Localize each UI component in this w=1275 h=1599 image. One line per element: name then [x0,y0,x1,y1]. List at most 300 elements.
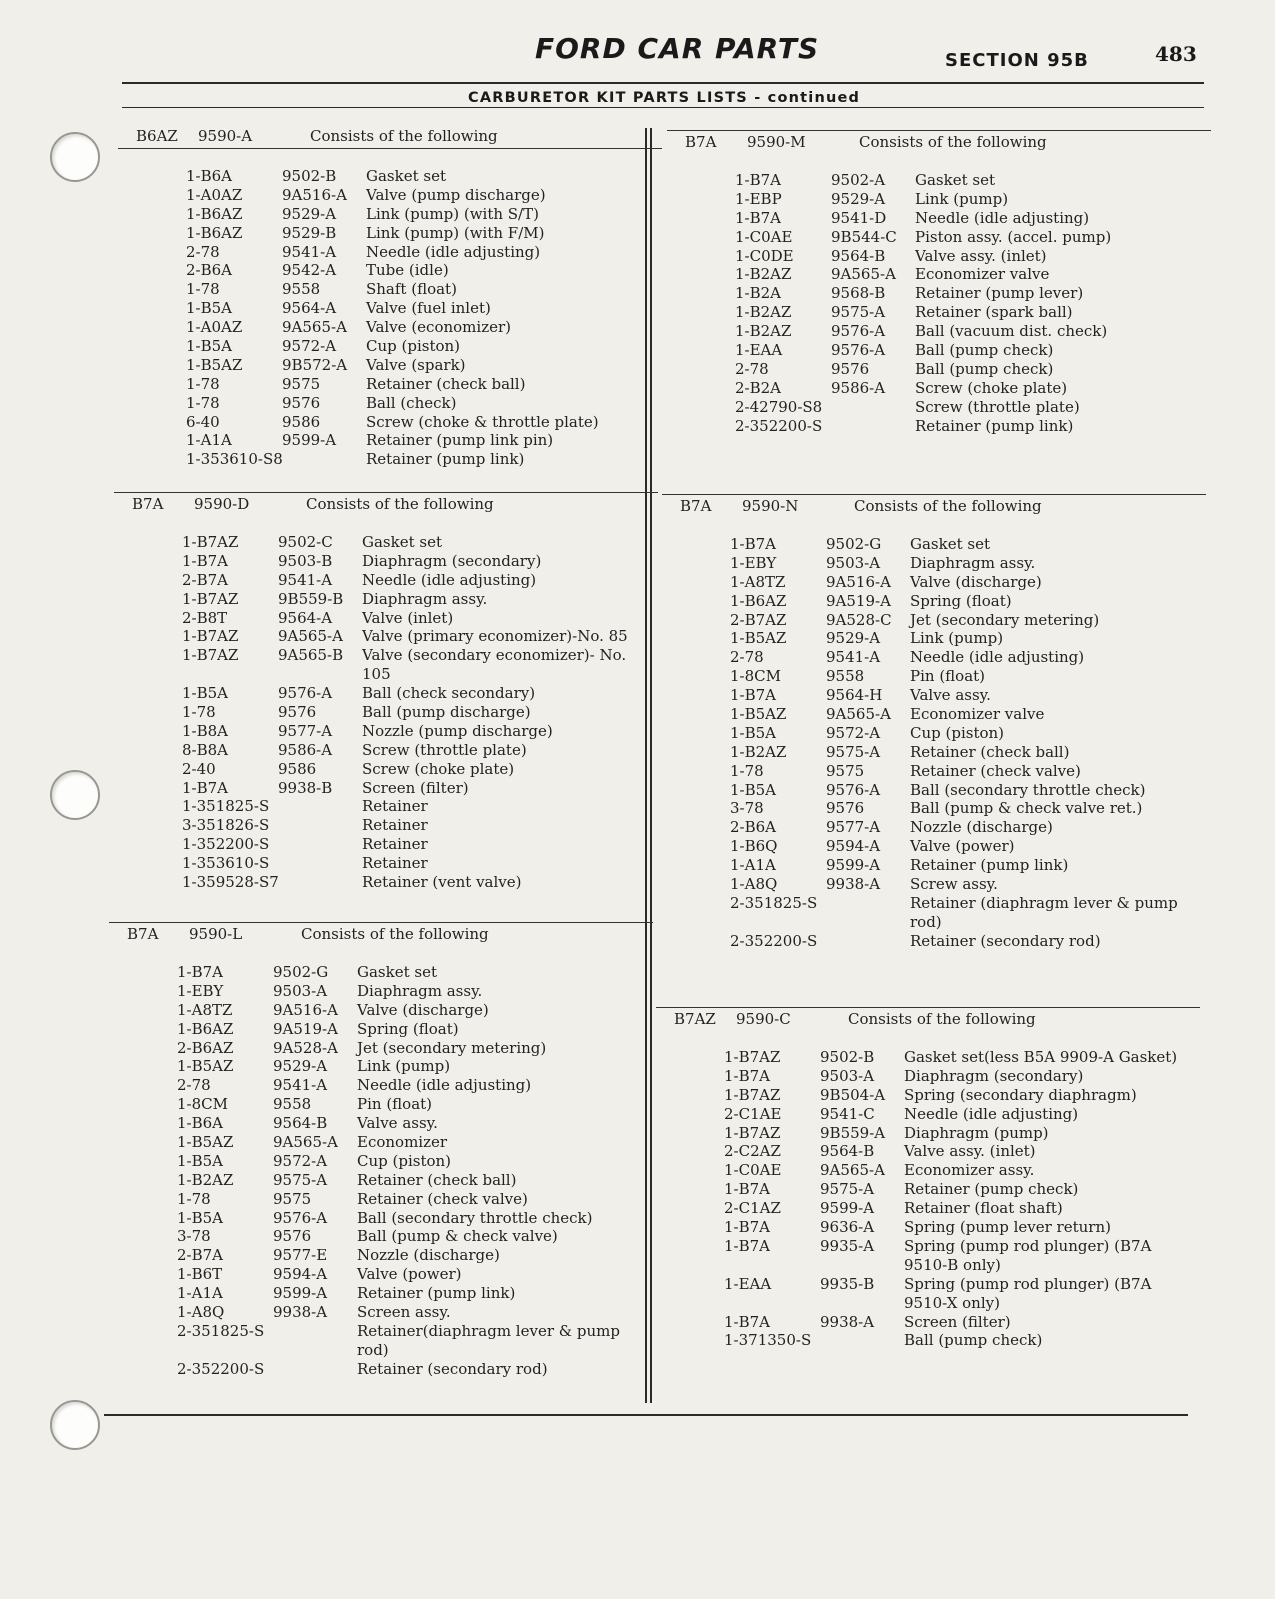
part-row [136,413,656,432]
part-description: Valve assy. [357,1114,438,1133]
part-description: Valve assy. [910,686,991,705]
part-description: Retainer (secondary rod) [910,931,1101,950]
part-row [685,360,1205,379]
part-row [680,837,1200,856]
part-qty: 2-B6A [186,261,233,280]
part-qty: 1-EAA [724,1274,772,1293]
part-qty: 1-B2A [735,284,782,303]
part-number: 9A565-A [282,318,347,337]
kit-b7a-9590-l [127,925,647,1379]
part-qty: 1-352200-S [182,835,270,854]
part-description: Valve (economizer) [366,318,511,337]
part-number: 9503-A [826,553,881,572]
part-number: 9576-A [831,341,886,360]
part-row [680,762,1200,781]
part-description: Link (pump) [357,1057,451,1076]
part-row [136,318,656,337]
part-row [680,592,1200,611]
part-number: 9576-A [278,684,333,703]
part-number: 9A565-A [278,627,343,646]
kit-label: Consists of the following [310,127,498,145]
part-qty: 1-B6A [177,1114,224,1133]
part-number: 9599-A [826,856,881,875]
part-qty: 3-78 [730,799,764,818]
part-description: Ball (vacuum dist. check) [915,322,1108,341]
part-description: Diaphragm (pump) [904,1123,1049,1142]
part-row [127,1095,647,1114]
part-number: 9529-A [273,1057,328,1076]
part-row [674,1313,1194,1332]
part-row [674,1275,1194,1313]
part-row [127,1322,647,1360]
part-description: Retainer (float shaft) [904,1199,1063,1218]
part-number: 9586 [282,412,321,431]
kit-number: 9590-L [189,925,243,943]
part-row [132,703,652,722]
part-qty: 1-B7A [724,1066,771,1085]
page-subtitle: CARBURETOR KIT PARTS LISTS - continued [468,90,861,106]
part-number: 9576 [273,1227,312,1246]
part-number: 9575-A [826,742,881,761]
part-number: 9576 [826,799,865,818]
part-row [132,684,652,703]
part-number: 9572-A [282,337,337,356]
kit-top-rule [109,922,653,923]
part-number: 9541-A [826,648,881,667]
part-description: Spring (float) [910,591,1012,610]
part-qty: 1-B7AZ [182,627,239,646]
part-qty: 1-B2AZ [730,742,787,761]
kit-label: Consists of the following [306,495,494,513]
part-description: Valve assy. (inlet) [915,246,1047,265]
part-description: Nozzle (discharge) [910,818,1053,837]
part-number: 9594-A [273,1265,328,1284]
part-qty: 1-A1A [730,856,776,875]
part-description: Valve (spark) [366,355,466,374]
kit-items [674,1048,1194,1350]
part-description: Needle (idle adjusting) [366,242,541,261]
part-number: 9B559-A [820,1123,886,1142]
part-description: Gasket set [366,167,446,185]
part-description: Valve assy. (inlet) [904,1142,1036,1161]
part-qty: 2-78 [735,359,769,378]
part-description: Spring (pump rod plunger) (B7A 9510-X only) [904,1274,1152,1312]
part-description: Retainer (secondary rod) [357,1359,548,1378]
part-number: 9564-B [820,1142,875,1161]
part-row [127,1020,647,1039]
part-qty: 1-C0AE [724,1161,782,1180]
part-number: 9A565-A [273,1133,338,1152]
part-row [136,224,656,243]
part-qty: 1-B7AZ [724,1123,781,1142]
part-qty: 2-B6A [730,818,777,837]
part-description: Screw (choke plate) [362,759,515,778]
part-qty: 1-B7AZ [724,1048,781,1066]
footer-rule [104,1414,1188,1416]
part-number: 9A519-A [826,591,891,610]
part-number: 9502-B [282,167,337,185]
part-description: Ball (pump check) [915,341,1054,360]
part-description: Valve (primary economizer)-No. 85 [362,627,628,646]
kit-b7a-9590-n [680,497,1200,951]
part-number: 9586 [278,759,317,778]
part-row [685,247,1205,266]
part-qty: 2-42790-S8 [735,397,823,416]
part-qty: 1-A0AZ [186,185,243,204]
part-qty: 1-78 [177,1189,211,1208]
part-qty: 1-B5AZ [177,1057,234,1076]
part-row [674,1237,1194,1275]
part-description: Ball (pump discharge) [362,703,531,722]
part-row [136,299,656,318]
part-number: 9564-H [826,686,883,705]
part-description: Gasket set [362,533,442,551]
part-row [685,265,1205,284]
part-number: 9541-D [831,208,887,227]
kit-items [680,535,1200,951]
part-qty: 2-352200-S [735,416,823,435]
kit-model: B7A [685,133,717,151]
part-number: 9575-A [273,1170,328,1189]
part-number: 9568-B [831,284,886,303]
part-qty: 1-A1A [186,431,232,450]
part-number: 9B572-A [282,355,348,374]
part-number: 9A565-B [278,646,344,665]
part-row [136,186,656,205]
part-qty: 1-B2AZ [177,1170,234,1189]
part-row [127,1227,647,1246]
part-qty: 1-B7A [735,208,782,227]
header-rule [122,82,1204,84]
part-description: Ball (secondary throttle check) [357,1208,593,1227]
part-qty: 1-78 [186,374,220,393]
part-description: Gasket set [915,171,995,189]
page-number: 483 [1155,42,1197,66]
part-description: Valve (power) [357,1265,462,1284]
part-qty: 1-B6T [177,1265,223,1284]
part-description: Retainer [362,835,428,854]
part-description: Diaphragm (secondary) [362,551,542,570]
part-qty: 1-B7A [730,686,777,705]
kit-model: B7A [127,925,159,943]
part-qty: 1-A8TZ [177,1000,233,1019]
part-row [127,1057,647,1076]
part-row [136,450,656,469]
part-row [127,1284,647,1303]
part-number: 9502-C [278,533,333,551]
part-number: 9A519-A [273,1019,338,1038]
part-description: Screw assy. [910,875,998,894]
part-description: Needle (idle adjusting) [362,570,537,589]
part-row [685,303,1205,322]
part-row [136,356,656,375]
part-description: Link (pump) (with F/M) [366,223,545,242]
part-qty: 1-78 [182,703,216,722]
part-row [685,341,1205,360]
part-number: 9A565-A [831,265,896,284]
part-row [127,1246,647,1265]
part-row [680,818,1200,837]
part-qty: 1-A8Q [730,875,778,894]
part-row [127,1133,647,1152]
part-qty: 2-352200-S [730,931,818,950]
kit-number: 9590-C [736,1010,791,1028]
part-row [680,799,1200,818]
part-row [127,1360,647,1379]
part-row [132,609,652,628]
part-qty: 2-B8T [182,608,228,627]
part-number: 9564-B [273,1114,328,1133]
part-qty: 2-B6AZ [177,1038,234,1057]
part-description: Ball (pump & check valve) [357,1227,558,1246]
part-row [127,1152,647,1171]
part-number: 9938-A [826,875,881,894]
part-number: 9576-A [273,1208,328,1227]
part-row [136,243,656,262]
part-description: Link (pump) [915,189,1009,208]
part-qty: 1-C0AE [735,227,793,246]
part-description: Diaphragm assy. [362,589,488,608]
part-qty: 1-B7A [724,1312,771,1331]
part-row [132,627,652,646]
part-number: 9529-A [826,629,881,648]
part-row [674,1105,1194,1124]
part-description: Needle (idle adjusting) [357,1076,532,1095]
part-row [680,856,1200,875]
part-description: Jet (secondary metering) [357,1038,547,1057]
kit-items [685,171,1205,435]
part-description: Retainer (spark ball) [915,303,1073,322]
part-qty: 1-B5A [186,337,233,356]
part-description: Retainer (check valve) [357,1189,528,1208]
kit-number: 9590-M [747,133,806,151]
kit-top-rule [656,1007,1200,1008]
part-number: 9542-A [282,261,337,280]
part-qty: 1-353610-S [182,854,270,873]
part-row [132,571,652,590]
part-qty: 1-B7A [724,1180,771,1199]
part-qty: 1-78 [730,761,764,780]
part-row [680,648,1200,667]
part-number: 9503-A [820,1066,875,1085]
part-row [136,280,656,299]
part-number: 9529-A [831,189,886,208]
part-number: 9A528-A [273,1038,338,1057]
part-qty: 1-8CM [177,1095,228,1114]
part-description: Screw (choke & throttle plate) [366,412,599,431]
part-qty: 1-B5A [186,299,233,318]
binder-hole-middle [50,770,100,820]
part-row [680,611,1200,630]
part-qty: 1-A8TZ [730,572,786,591]
part-number: 9529-B [282,223,337,242]
part-description: Jet (secondary metering) [910,610,1100,629]
part-row [674,1218,1194,1237]
part-row [127,1265,647,1284]
part-description: Valve (power) [910,837,1015,856]
part-row [680,743,1200,762]
part-description: Nozzle (discharge) [357,1246,500,1265]
part-description: Retainer (diaphragm lever & pump rod) [910,893,1178,931]
part-row [132,835,652,854]
part-row [685,417,1205,436]
part-row [680,932,1200,951]
part-number: 9938-A [820,1312,875,1331]
part-description: Needle (idle adjusting) [904,1104,1079,1123]
kit-items [132,533,652,892]
part-number: 9572-A [273,1151,328,1170]
part-row [127,1303,647,1322]
part-row [127,982,647,1001]
part-qty: 2-C1AE [724,1104,782,1123]
kit-b7a-9590-m [685,133,1205,435]
part-qty: 1-371350-S [724,1331,812,1350]
part-row [136,394,656,413]
part-qty: 1-A1A [177,1284,223,1303]
binder-hole-bottom [50,1400,100,1450]
part-row [674,1124,1194,1143]
part-description: Valve (fuel inlet) [366,299,491,318]
part-number: 9599-A [820,1199,875,1218]
part-number: 9938-B [278,778,333,797]
part-row [674,1331,1194,1350]
part-description: Retainer(diaphragm lever & pump rod) [357,1321,620,1359]
part-qty: 1-B6AZ [186,223,243,242]
part-row [127,1076,647,1095]
part-row [680,705,1200,724]
part-description: Ball (check secondary) [362,684,536,703]
part-qty: 1-B7AZ [182,646,239,665]
part-number: 9575-A [820,1180,875,1199]
part-qty: 1-B5AZ [186,355,243,374]
part-qty: 1-78 [186,280,220,299]
part-description: Spring (pump lever return) [904,1218,1111,1237]
kit-items [136,167,656,469]
kit-header-rule [118,148,662,149]
part-description: Economizer [357,1133,448,1152]
part-description: Spring (float) [357,1019,459,1038]
part-qty: 1-B5A [182,684,229,703]
part-row [685,398,1205,417]
kit-model: B7A [132,495,164,513]
part-number: 9576-A [831,322,886,341]
part-qty: 1-B5A [177,1151,224,1170]
part-number: 9541-A [273,1076,328,1095]
part-description: Spring (secondary diaphragm) [904,1085,1137,1104]
part-description: Ball (check) [366,393,457,412]
part-description: Retainer (vent valve) [362,873,522,892]
part-description: Tube (idle) [366,261,449,280]
part-qty: 1-EBY [730,553,777,572]
part-description: Piston assy. (accel. pump) [915,227,1112,246]
part-number: 9599-A [282,431,337,450]
part-description: Valve (pump discharge) [366,185,546,204]
part-description: Pin (float) [910,667,986,686]
part-row [680,724,1200,743]
kit-label: Consists of the following [301,925,489,943]
part-row [132,552,652,571]
part-row [685,322,1205,341]
kit-model: B7AZ [674,1010,716,1028]
part-row [680,875,1200,894]
part-qty: 2-78 [730,648,764,667]
part-number: 9575 [282,374,321,393]
part-description: Retainer (pump link pin) [366,431,554,450]
part-row [674,1048,1194,1067]
part-description: Nozzle (pump discharge) [362,721,553,740]
kit-number: 9590-N [742,497,799,515]
part-number: 9558 [826,667,865,686]
part-description: Screw (choke plate) [915,378,1068,397]
part-description: Ball (pump & check valve ret.) [910,799,1143,818]
part-qty: 1-B7AZ [182,589,239,608]
section-label: SECTION 95B [945,50,1089,71]
part-qty: 1-B2AZ [735,322,792,341]
part-qty: 2-C2AZ [724,1142,781,1161]
part-description: Retainer (check ball) [910,742,1070,761]
part-qty: 1-B7A [735,171,782,189]
part-description: Retainer [362,854,428,873]
part-description: Valve (discharge) [357,1000,489,1019]
part-qty: 1-B7A [724,1218,771,1237]
part-number: 9A516-A [273,1000,338,1019]
part-description: Screw (throttle plate) [362,740,527,759]
part-qty: 1-EBP [735,189,782,208]
part-qty: 1-B2AZ [735,303,792,322]
part-description: Gasket set [910,535,990,553]
kit-top-rule [662,494,1206,495]
part-qty: 1-EAA [735,341,783,360]
part-number: 9A528-C [826,610,892,629]
part-number: 9577-A [278,721,333,740]
part-row [685,171,1205,190]
part-description: Economizer valve [915,265,1050,284]
part-row [136,431,656,450]
part-qty: 1-B7A [177,963,224,981]
part-row [674,1199,1194,1218]
part-qty: 2-352200-S [177,1359,265,1378]
part-number: 9572-A [826,723,881,742]
part-row [680,667,1200,686]
part-row [132,797,652,816]
part-number: 9599-A [273,1284,328,1303]
part-qty: 1-8CM [730,667,781,686]
part-row [132,873,652,892]
kit-label: Consists of the following [854,497,1042,515]
part-number: 9A565-A [826,705,891,724]
part-description: Diaphragm (secondary) [904,1066,1084,1085]
part-row [680,573,1200,592]
part-qty: 1-B6A [186,167,233,185]
part-number: 9586-A [831,378,886,397]
part-description: Retainer [362,816,428,835]
part-qty: 1-A0AZ [186,318,243,337]
part-qty: 1-B7A [182,778,229,797]
kit-number: 9590-D [194,495,250,513]
part-description: Spring (pump rod plunger) (B7A 9510-B only) [904,1236,1152,1274]
part-row [136,261,656,280]
part-qty: 1-353610-S8 [186,450,283,469]
kit-b6az-9590-a [136,127,656,469]
part-row [127,1039,647,1058]
page-title: FORD CAR PARTS [535,32,820,65]
part-qty: 2-78 [177,1076,211,1095]
part-description: Needle (idle adjusting) [915,208,1090,227]
part-number: 9564-A [278,608,333,627]
part-description: Gasket set(less B5A 9909-A Gasket) [904,1048,1178,1066]
part-row [127,963,647,982]
part-number: 9502-G [273,963,329,981]
